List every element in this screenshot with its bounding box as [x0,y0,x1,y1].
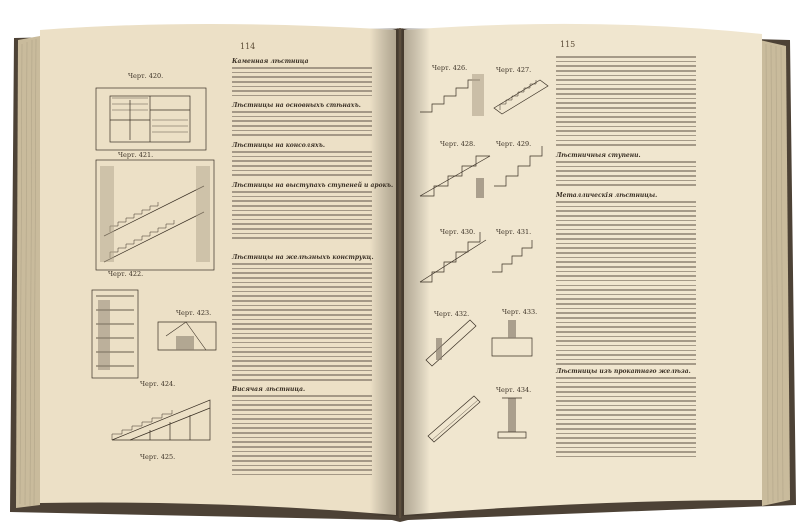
right-page-number: 115 [560,40,576,49]
left-page-edges [16,36,40,508]
left-text-block-4 [232,191,372,242]
figure-caption: Черт. 433. [502,308,538,316]
section-heading: Висячая лѣстница. [232,386,306,393]
figure-caption: Черт. 425. [140,453,176,461]
right-text-block-4 [556,377,696,461]
figure-caption: Черт. 431. [496,228,532,236]
section-heading: Лѣстницы на желѣзныхъ конструкц. [232,254,374,261]
section-heading: Лѣстницы изъ прокатнаго желѣза. [556,368,691,375]
figure-caption: Черт. 429. [496,140,532,148]
figure-caption: Черт. 434. [496,386,532,394]
left-text-block-6 [232,395,372,479]
figure-caption: Черт. 432. [434,310,470,318]
section-heading: Лѣстницы на консоляхъ. [232,142,325,149]
section-heading: Каменная лѣстница [232,58,309,65]
section-heading: Лѣстничныя ступени. [556,152,641,159]
left-text-block-5 [232,263,372,384]
right-text-block-3 [556,201,696,368]
figure-caption: Черт. 427. [496,66,532,74]
figure-caption: Черт. 421. [118,151,154,159]
section-heading: Лѣстницы на основныхъ стѣнахъ. [232,102,361,109]
figure-caption: Черт. 426. [432,64,468,72]
section-heading: Лѣстницы на выступахъ ступеней и арокъ. [232,182,394,189]
figure-caption: Черт. 430. [440,228,476,236]
right-text-block-1 [556,56,696,149]
section-heading: Металлическія лѣстницы. [556,192,658,199]
figure-caption: Черт. 420. [128,72,164,80]
figure-caption: Черт. 428. [440,140,476,148]
left-page-number: 114 [240,42,256,51]
right-text-block-2 [556,161,696,189]
figure-caption: Черт. 424. [140,380,176,388]
right-page-edges [760,40,790,506]
left-text-block-2 [232,111,372,139]
left-text-block-3 [232,151,372,179]
figure-caption: Черт. 423. [176,309,212,317]
left-text-block-1 [232,67,372,99]
figure-caption: Черт. 422. [108,270,144,278]
